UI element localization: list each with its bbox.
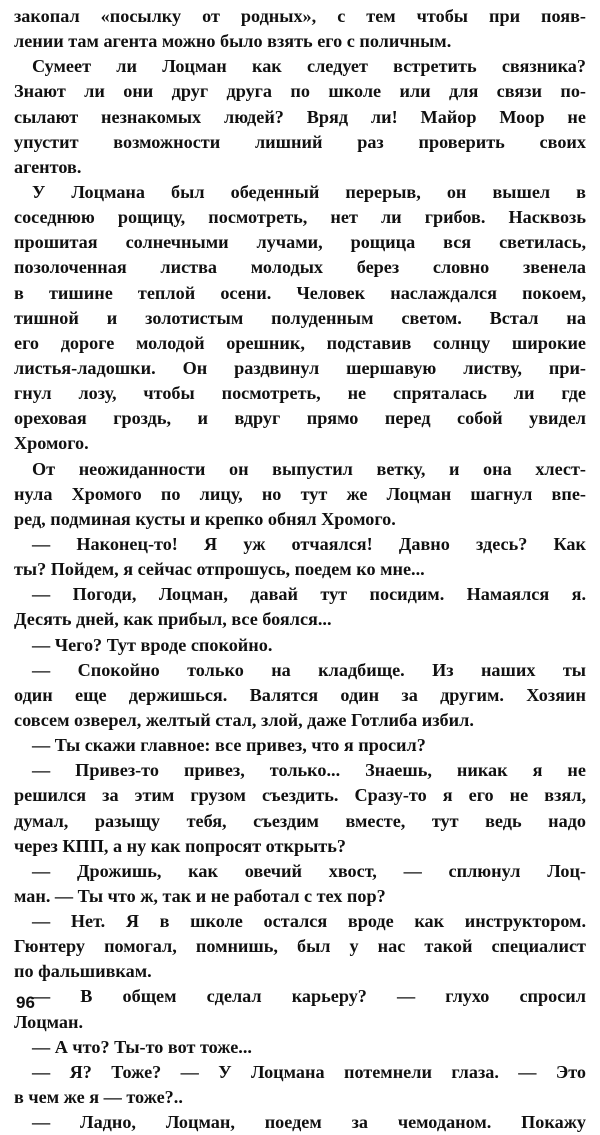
text-line: У Лоцмана был обеденный перерыв, он вышел в — [32, 181, 586, 202]
text-line: — Погоди, Лоцман, давай тут посидим. Намаялся я. — [32, 584, 586, 605]
text-line: Сумеет ли Лоцман как следует встретить связника? — [32, 56, 586, 77]
text-line: через КПП, а ну как попросят открыть? — [14, 835, 346, 856]
text-line: Знают ли они друг друга по школе или для связи по- — [14, 81, 586, 102]
text-line: Десять дней, как прибыл, все боялся... — [14, 609, 332, 630]
text-line: сылают незнакомых людей? Вряд ли! Майор Моор не — [14, 106, 586, 127]
text-line: — А что? Ты-то вот тоже... — [32, 1036, 252, 1057]
text-line: — Я? Тоже? — У Лоцмана потемнели глаза. — Это — [32, 1061, 586, 1082]
text-line: упустит возможности лишний раз проверить своих — [14, 131, 586, 152]
text-line: — Привез-то привез, только... Знаешь, никак я не — [32, 760, 586, 781]
text-line: нула Хромого по лицу, но тут же Лоцман шагнул впе- — [14, 483, 586, 504]
text-line: в чем же я — тоже?.. — [14, 1087, 183, 1108]
text-line: тишной и золотистым полуденным светом. Встал на — [14, 307, 586, 328]
text-line: закопал «посылку от родных», с тем чтобы при появ- — [14, 6, 586, 26]
text-line: в тишине теплой осени. Человек наслаждался покоем, — [14, 282, 586, 303]
text-line: — В общем сделал карьеру? — глухо спросил — [32, 986, 586, 1007]
page-number: 96 — [16, 993, 35, 1012]
text-line: лении там агента можно было взять его с поличным. — [14, 31, 452, 52]
text-line: ты? Пойдем, я сейчас отпрошусь, поедем ко мне... — [14, 559, 425, 580]
text-line: ман. — Ты что ж, так и не работал с тех пор? — [14, 885, 386, 906]
text-line: его дороге молодой орешник, подставив солнцу широкие — [14, 332, 586, 353]
text-line: прошитая солнечными лучами, рощица вся светилась, — [14, 232, 586, 253]
text-line: От неожиданности он выпустил ветку, и она хлест- — [32, 458, 586, 479]
text-line: — Чего? Тут вроде спокойно. — [32, 634, 273, 655]
text-line: ред, подминая кусты и крепко обнял Хромого. — [14, 508, 396, 529]
text-line: агентов. — [14, 156, 82, 177]
text-line: по фальшивкам. — [14, 961, 152, 982]
text-line: листья-ладошки. Он раздвинул шершавую листву, при- — [14, 357, 586, 378]
text-line: — Спокойно только на кладбище. Из наших ты — [32, 659, 586, 680]
text-line: — Нет. Я в школе остался вроде как инструктором. — [32, 911, 586, 932]
text-line: Гюнтеру помогал, помнишь, был у нас такой специалист — [14, 936, 586, 957]
text-line: соседнюю рощицу, посмотреть, нет ли грибов. Насквозь — [14, 207, 586, 228]
text-line: — Дрожишь, как овечий хвост, — сплюнул Лоц- — [32, 860, 586, 881]
text-line: Лоцман. — [14, 1011, 84, 1032]
text-line: — Ладно, Лоцман, поедем за чемоданом. Покажу — [32, 1112, 586, 1133]
text-line: гнул лозу, чтобы посмотреть, не спряталась ли где — [14, 383, 586, 404]
text-line: ореховая гроздь, и вдруг прямо перед собой увидел — [14, 408, 586, 429]
text-line: совсем озверел, желтый стал, злой, даже Готлиба избил. — [14, 709, 474, 730]
text-line: позолоченная листва молодых берез словно звенела — [14, 257, 586, 278]
text-line: Хромого. — [14, 433, 89, 454]
text-line: — Ты скажи главное: все привез, что я просил? — [32, 735, 426, 756]
text-line: думал, разыщу тебя, съездим вместе, тут ведь надо — [14, 810, 586, 831]
text-line: решился за этим грузом съездить. Сразу-то я его не взял, — [14, 785, 586, 806]
page-body — [14, 4, 586, 1135]
text-line: — Наконец-то! Я уж отчаялся! Давно здесь? Как — [32, 533, 586, 554]
text-line: один еще держишься. Валятся один за другим. Хозяин — [14, 684, 586, 705]
